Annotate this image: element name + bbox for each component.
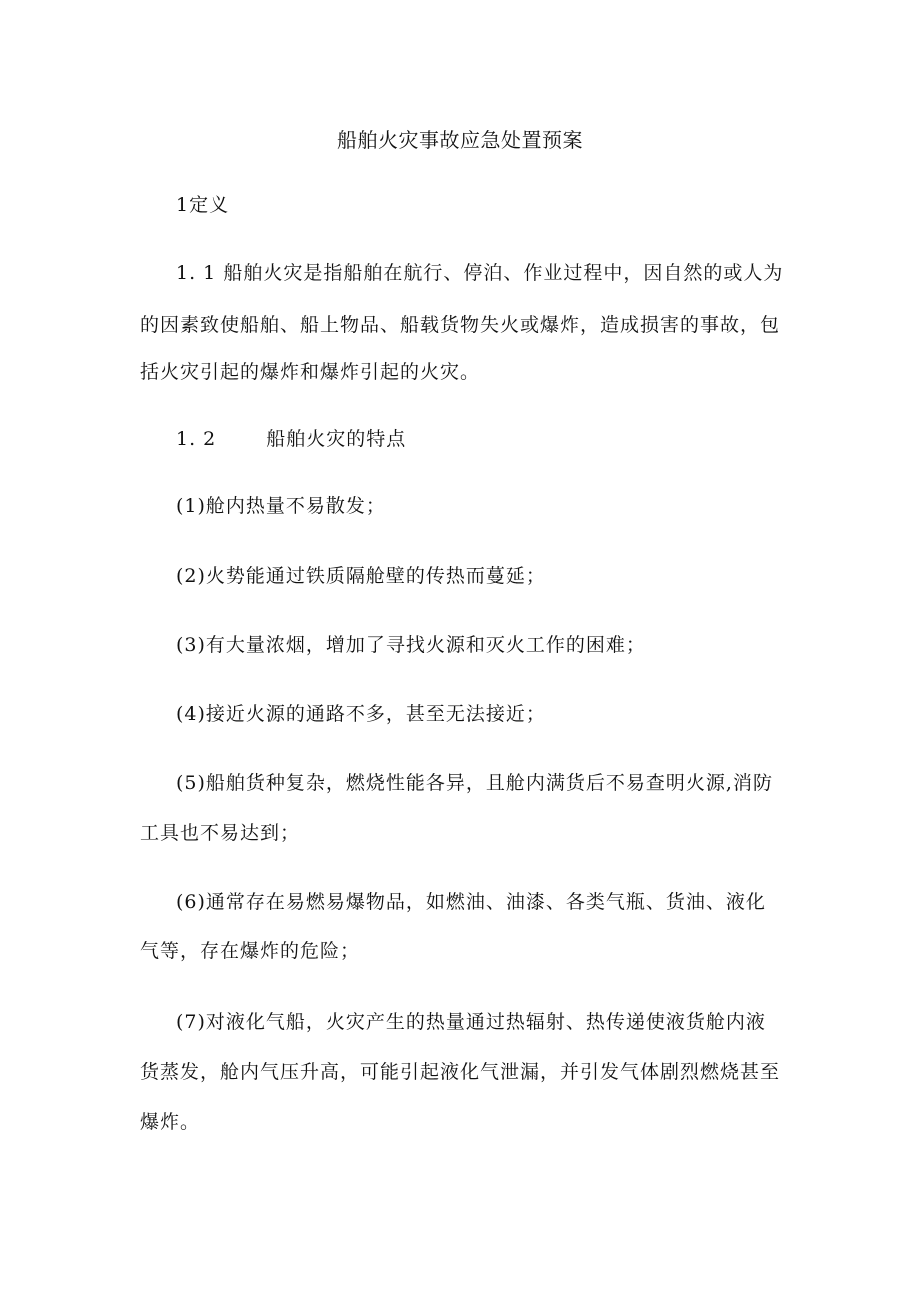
list-item-2: (2)火势能通过铁质隔舱壁的传热而蔓延；: [176, 565, 546, 587]
section-1-2-heading: [176, 424, 790, 454]
section-1-1-line-1: [176, 258, 790, 288]
section-1-2-number: 1. 2: [176, 428, 217, 450]
section-1-2-title: 船舶火灾的特点: [266, 428, 407, 450]
section-heading-definition: 1定义: [176, 194, 230, 216]
list-item-1: (1)舱内热量不易散发；: [176, 495, 386, 517]
list-item-5-line-1: (5)船舶货种复杂，燃烧性能各异，且舱内满货后不易查明火源,消防: [176, 772, 773, 794]
list-item-5-line-2: 工具也不易达到；: [140, 822, 301, 844]
list-item-3: (3)有大量浓烟，增加了寻找火源和灭火工作的困难；: [176, 634, 646, 656]
list-item-4: (4)接近火源的通路不多，甚至无法接近；: [176, 703, 546, 725]
section-1-1-line-2: 的因素致使船舶、船上物品、船载货物失火或爆炸，造成损害的事故，包: [140, 314, 781, 336]
document-title: 船舶火灾事故应急处置预案: [337, 128, 583, 152]
list-item-6-line-2: 气等，存在爆炸的危险；: [140, 940, 361, 962]
list-item-6-line-1: (6)通常存在易燃易爆物品，如燃油、油漆、各类气瓶、货油、液化: [176, 891, 766, 913]
section-1-1-text: 船舶火灾是指船舶在航行、停泊、作业过程中，因自然的或人为: [223, 262, 784, 284]
list-item-7-line-2: 货蒸发，舱内气压升高，可能引起液化气泄漏，并引发气体剧烈燃烧甚至: [140, 1061, 781, 1083]
section-1-1-number: 1. 1: [176, 262, 217, 284]
list-item-7-line-1: (7)对液化气船，火灾产生的热量通过热辐射、热传递使液货舱内液: [176, 1011, 766, 1033]
list-item-7-line-3: 爆炸。: [140, 1111, 201, 1133]
section-1-1-line-3: 括火灾引起的爆炸和爆炸引起的火灾。: [140, 361, 481, 383]
